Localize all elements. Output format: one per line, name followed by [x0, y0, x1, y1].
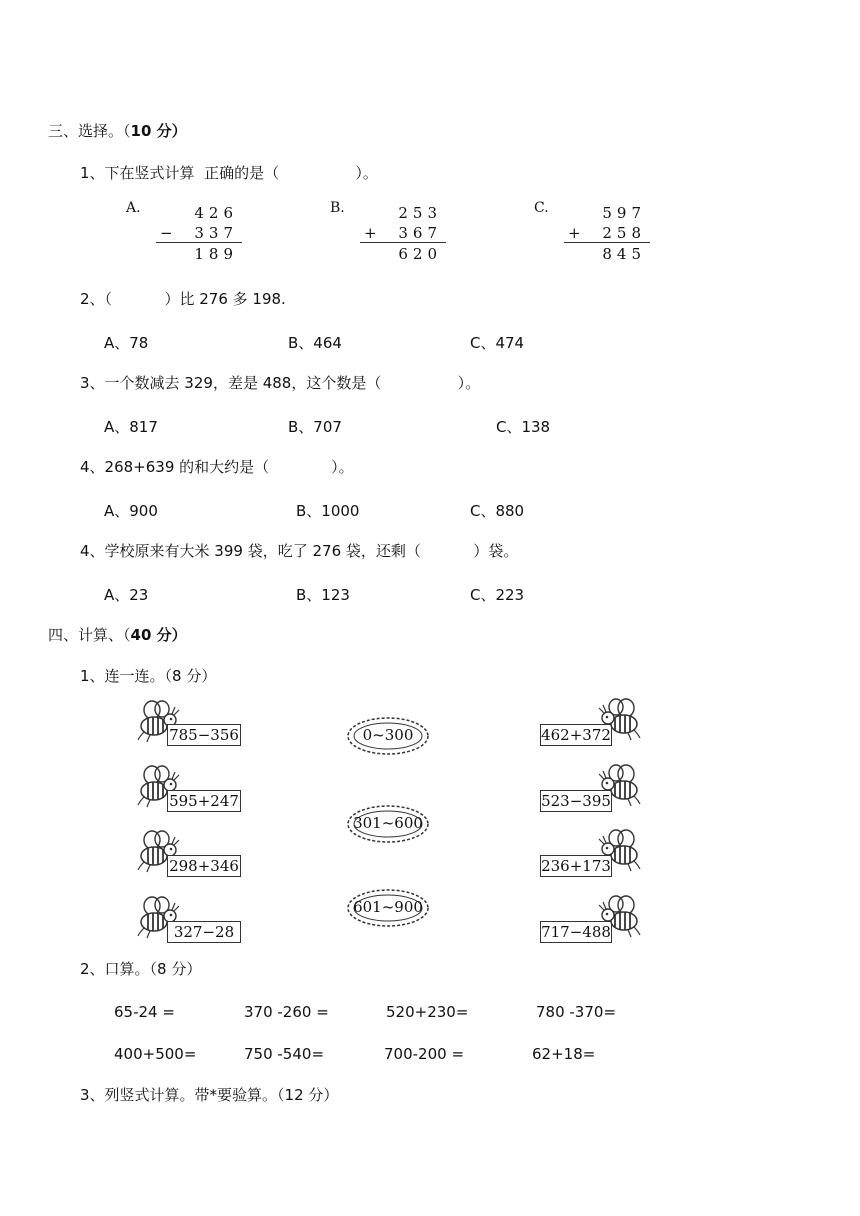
calc-result: 620	[398, 245, 442, 263]
mental-calc-item[interactable]: 750 -540=	[244, 1045, 325, 1063]
mental-calc-item[interactable]: 520+230=	[386, 1003, 469, 1021]
q4-text: 4、268+639 的和大约是（ ）。	[80, 458, 354, 476]
q2-option-b[interactable]: B、464	[288, 334, 342, 352]
q3-option-b[interactable]: B、707	[288, 418, 342, 436]
section4-title: 四、计算、（40 分）	[48, 626, 187, 644]
expr-box-left-3[interactable]: 298+346	[167, 855, 241, 877]
range-label: 0~300	[362, 726, 414, 744]
calc-row: 426	[194, 204, 238, 222]
range-label: 301~600	[353, 814, 423, 832]
section3-score: 10	[130, 122, 152, 140]
q1-text: 1、下在竖式计算 正确的是（ ）。	[80, 164, 378, 182]
calc-row: 337	[194, 224, 238, 242]
calc-result: 189	[194, 245, 238, 263]
q2-text: 2、（ ）比 276 多 198.	[80, 290, 286, 308]
bee-icon	[598, 895, 642, 939]
expr-box-right-2[interactable]: 523−395	[541, 792, 611, 810]
option-a-vertical-calc[interactable]	[126, 202, 246, 262]
mental-calc-item[interactable]: 370 -260 =	[244, 1003, 329, 1021]
range-oval-3[interactable]	[346, 888, 430, 928]
expr-box-right-4[interactable]: 717−488	[541, 923, 611, 941]
q3-option-c[interactable]: C、138	[496, 418, 551, 436]
s4-q2-text: 2、口算。（8 分）	[80, 960, 202, 978]
mental-calc-item[interactable]: 62+18=	[532, 1045, 596, 1063]
expr-box-right-3[interactable]: 236+173	[541, 857, 611, 875]
q2-option-c[interactable]: C、474	[470, 334, 525, 352]
calc-result: 845	[602, 245, 646, 263]
mental-calc-item[interactable]: 780 -370=	[536, 1003, 617, 1021]
expr-box-left-1[interactable]: 785−356	[167, 724, 241, 746]
calc-row: 597	[602, 204, 646, 222]
q3-option-a[interactable]: A、817	[104, 418, 158, 436]
plus-sign: +	[568, 224, 581, 242]
q2-option-a[interactable]: A、78	[104, 334, 149, 352]
range-oval-2[interactable]	[346, 804, 430, 844]
q5-option-b[interactable]: B、123	[296, 586, 350, 604]
option-c-vertical-calc[interactable]	[534, 202, 654, 262]
section4-score: 40	[130, 626, 152, 644]
calc-row: 253	[398, 204, 442, 222]
s4-q1-text: 1、连一连。（8 分）	[80, 667, 217, 685]
expr-box-left-4[interactable]: 327−28	[167, 921, 241, 943]
q4-option-c[interactable]: C、880	[470, 502, 525, 520]
bee-icon	[598, 698, 642, 742]
calc-row: 367	[398, 224, 442, 242]
q4-option-b[interactable]: B、1000	[296, 502, 360, 520]
expr-box-right-1[interactable]: 462+372	[541, 726, 611, 744]
q4-option-a[interactable]: A、900	[104, 502, 158, 520]
q5-text: 4、学校原来有大米 399 袋，吃了 276 袋，还剩（ ）袋。	[80, 542, 519, 560]
mental-calc-item[interactable]: 400+500=	[114, 1045, 197, 1063]
range-oval-1[interactable]	[346, 716, 430, 756]
option-b-vertical-calc[interactable]	[330, 202, 450, 262]
expr-box-left-2[interactable]: 595+247	[167, 790, 241, 812]
calc-line	[564, 242, 650, 243]
range-label: 601~900	[353, 898, 423, 916]
s4-q3-text: 3、列竖式计算。带*要验算。（12 分）	[80, 1086, 339, 1104]
bee-icon	[598, 829, 642, 873]
q3-text: 3、一个数减去 329，差是 488，这个数是（ ）。	[80, 374, 481, 392]
minus-sign: −	[160, 224, 173, 242]
section3-title: 三、选择。（10 分）	[48, 122, 187, 140]
mental-calc-item[interactable]: 65-24 =	[114, 1003, 175, 1021]
q5-option-c[interactable]: C、223	[470, 586, 525, 604]
q5-option-a[interactable]: A、23	[104, 586, 149, 604]
bee-icon	[598, 764, 642, 808]
option-a-label: A.	[126, 200, 141, 216]
mental-calc-item[interactable]: 700-200 =	[384, 1045, 465, 1063]
calc-line	[156, 242, 242, 243]
calc-row: 258	[602, 224, 646, 242]
calc-line	[360, 242, 446, 243]
option-c-label: C.	[534, 200, 549, 216]
option-b-label: B.	[330, 200, 345, 216]
plus-sign: +	[364, 224, 377, 242]
